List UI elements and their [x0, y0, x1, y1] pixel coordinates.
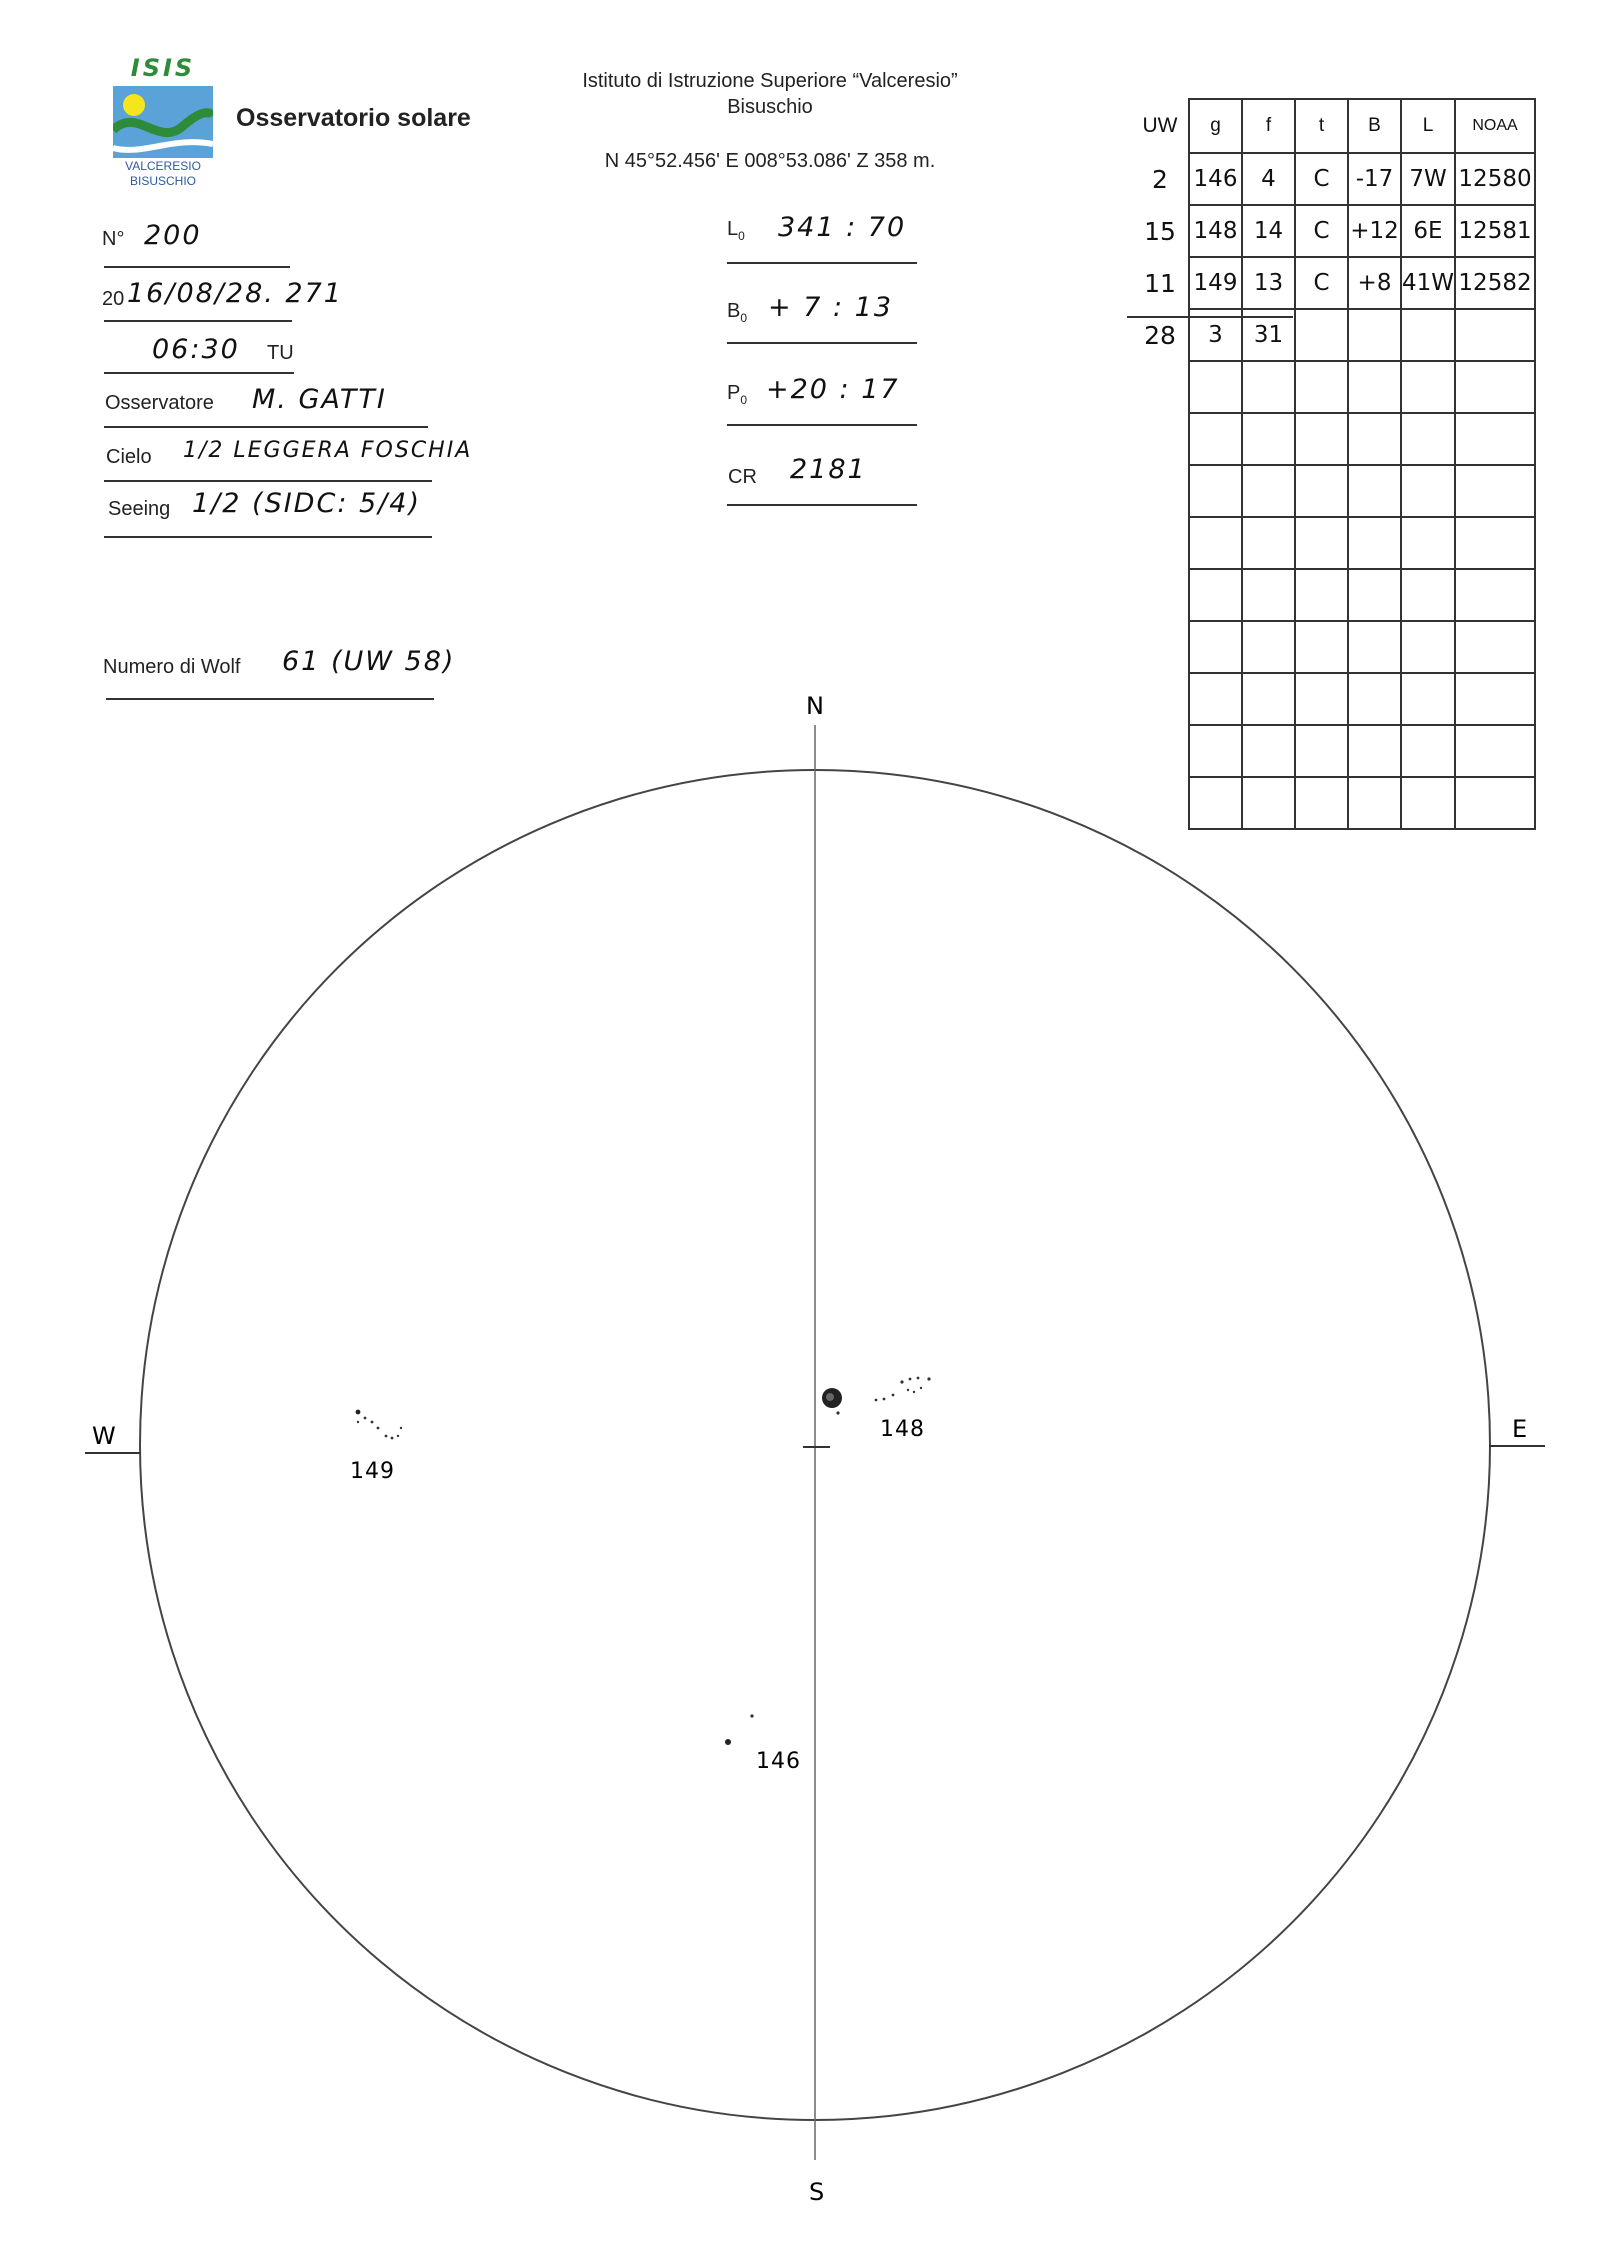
- table-cell: 2: [1152, 164, 1168, 194]
- table-header-5: L: [1401, 99, 1455, 153]
- seeing-value: 1/2 (SIDC: 5/4): [192, 488, 421, 519]
- logo-caption-2: BISUSCHIO: [129, 174, 196, 188]
- table-header-4: B: [1348, 99, 1401, 153]
- table-cell: 12582: [1455, 257, 1535, 309]
- site-coordinates: N 45°52.456' E 008°53.086' Z 358 m.: [604, 150, 936, 172]
- wolf-label: Numero di Wolf: [103, 656, 241, 678]
- west-label: W: [92, 1422, 116, 1450]
- table-total-cell: 3: [1189, 309, 1242, 361]
- table-header-2: f: [1242, 99, 1295, 153]
- table-cell: 15: [1144, 216, 1176, 246]
- cr-value: 2181: [790, 454, 867, 485]
- table-header-6: NOAA: [1455, 99, 1535, 153]
- time-unit: TU: [267, 342, 294, 364]
- table-cell: -17: [1348, 153, 1401, 205]
- logo-mark: ISIS: [130, 54, 196, 82]
- cr-label: CR: [728, 466, 757, 488]
- date-prefix: 20: [102, 288, 125, 310]
- l0-value: 341 : 70: [778, 212, 907, 243]
- table-cell: 14: [1242, 205, 1295, 257]
- observer-value: M. GATTI: [252, 384, 387, 415]
- number-value: 200: [144, 220, 202, 251]
- north-label: N: [806, 692, 824, 720]
- l0-label: $L_0$: [727, 218, 745, 243]
- sky-value: 1/2 LEGGERA FOSCHIA: [183, 438, 473, 463]
- table-header-0: UW: [1142, 114, 1178, 137]
- sunspot-group-149: [356, 1410, 403, 1440]
- table-total-cell: 31: [1242, 309, 1295, 361]
- b0-label: $B_0$: [727, 300, 748, 325]
- table-cell: 13: [1242, 257, 1295, 309]
- group-149-label: 149: [350, 1459, 395, 1484]
- table-total-cell: 28: [1144, 320, 1176, 350]
- table-cell: 149: [1189, 257, 1242, 309]
- number-label: N°: [102, 228, 125, 250]
- table-cell: 41W: [1401, 257, 1455, 309]
- group-148-label: 148: [880, 1417, 925, 1442]
- group-146-label: 146: [756, 1749, 801, 1774]
- table-cell: 11: [1144, 268, 1176, 298]
- table-cell: 7W: [1401, 153, 1455, 205]
- table-cell: C: [1295, 205, 1348, 257]
- table-header-3: t: [1295, 99, 1348, 153]
- east-label: E: [1512, 1415, 1528, 1443]
- seeing-label: Seeing: [108, 498, 171, 520]
- table-cell: 146: [1189, 153, 1242, 205]
- observatory-title: Osservatorio solare: [236, 104, 471, 132]
- time-value: 06:30: [152, 334, 240, 365]
- p0-label: $P_0$: [727, 382, 748, 407]
- observer-label: Osservatore: [105, 392, 214, 414]
- sunspot-group-148: [822, 1377, 931, 1415]
- table-header-1: g: [1189, 99, 1242, 153]
- logo-caption-1: VALCERESIO: [125, 159, 201, 173]
- table-cell: 12581: [1455, 205, 1535, 257]
- b0-value: + 7 : 13: [768, 292, 894, 323]
- date-value: 16/08/28. 271: [127, 278, 343, 309]
- table-cell: 12580: [1455, 153, 1535, 205]
- institute-line-1: Istituto di Istruzione Superiore “Valceresio”: [582, 70, 958, 92]
- sunspot-group-146: [725, 1714, 754, 1745]
- table-cell: C: [1295, 153, 1348, 205]
- institute-line-2: Bisuschio: [727, 96, 813, 118]
- south-label: S: [809, 2178, 825, 2206]
- p0-value: +20 : 17: [766, 374, 900, 405]
- table-cell: 4: [1242, 153, 1295, 205]
- table-cell: 6E: [1401, 205, 1455, 257]
- sky-label: Cielo: [106, 446, 152, 468]
- wolf-value: 61 (UW 58): [282, 646, 456, 677]
- table-cell: +8: [1348, 257, 1401, 309]
- table-cell: 148: [1189, 205, 1242, 257]
- table-cell: C: [1295, 257, 1348, 309]
- table-cell: +12: [1348, 205, 1401, 257]
